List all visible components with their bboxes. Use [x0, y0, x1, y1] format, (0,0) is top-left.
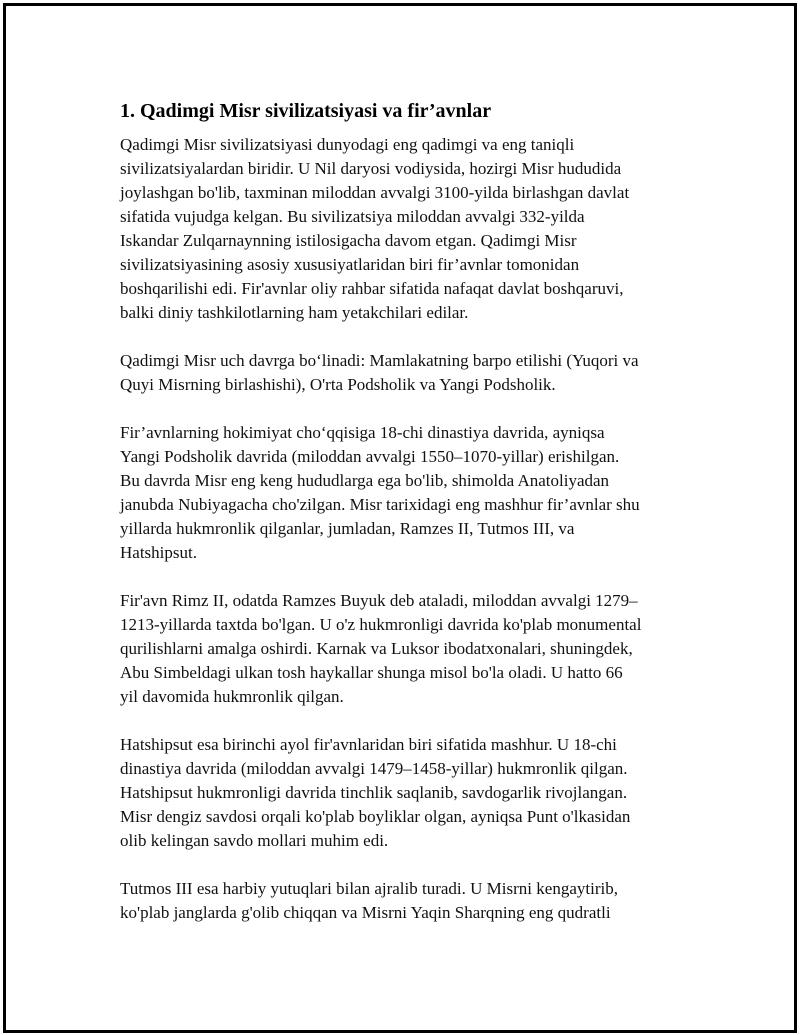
section-heading: 1. Qadimgi Misr sivilizatsiyasi va fir’avnlar [120, 100, 492, 122]
text-line: yil davomida hukmronlik qilgan. [120, 687, 344, 706]
text-line: joylashgan bo'lib, taxminan miloddan avvalgi 3100-yilda birlashgan davlat [120, 183, 630, 202]
text-line: Hatshipsut. [120, 543, 197, 562]
text-line: sivilizatsiyalardan biridir. U Nil daryosi vodiysida, hozirgi Misr hududida [120, 159, 622, 178]
paragraph-hatshepsut [120, 733, 700, 853]
paragraph-periods [120, 349, 700, 397]
text-line: sivilizatsiyasining asosiy xususiyatlaridan biri fir’avnlar tomonidan [120, 255, 580, 274]
page-border [3, 3, 797, 1033]
document-body [120, 98, 700, 949]
text-line: Hatshipsut esa birinchi ayol fir'avnlaridan biri sifatida mashhur. U 18-chi [120, 735, 617, 754]
text-line: Yangi Podsholik davrida (miloddan avvalgi 1550–1070-yillar) erishilgan. [120, 447, 620, 466]
text-line: Qadimgi Misr uch davrga bo‘linadi: Mamlakatning barpo etilishi (Yuqori va [120, 351, 639, 370]
text-line: yillarda hukmronlik qilganlar, jumladan, Ramzes II, Tutmos III, va [120, 519, 575, 538]
paragraph-thutmose [120, 877, 700, 925]
text-line: Tutmos III esa harbiy yutuqlari bilan ajralib turadi. U Misrni kengaytirib, [120, 879, 618, 898]
text-line: boshqarilishi edi. Fir'avnlar oliy rahbar sifatida nafaqat davlat boshqaruvi, [120, 279, 624, 298]
text-line: 1213-yillarda taxtda bo'lgan. U o'z hukmronligi davrida ko'plab monumental [120, 615, 642, 634]
paragraph-intro [120, 133, 700, 325]
text-line: qurilishlarni amalga oshirdi. Karnak va Luksor ibodatxonalari, shuningdek, [120, 639, 633, 658]
text-line: Iskandar Zulqarnaynning istilosigacha davom etgan. Qadimgi Misr [120, 231, 577, 250]
text-line: Quyi Misrning birlashishi), O'rta Podsholik va Yangi Podsholik. [120, 375, 556, 394]
text-line: Abu Simbeldagi ulkan tosh haykallar shunga misol bo'la oladi. U hatto 66 [120, 663, 623, 682]
text-line: Fir’avnlarning hokimiyat cho‘qqisiga 18-chi dinastiya davrida, ayniqsa [120, 423, 605, 442]
text-line: dinastiya davrida (miloddan avvalgi 1479–1458-yillar) hukmronlik qilgan. [120, 759, 628, 778]
text-line: sifatida vujudga kelgan. Bu sivilizatsiya miloddan avvalgi 332-yilda [120, 207, 585, 226]
text-line: olib kelingan savdo mollari muhim edi. [120, 831, 389, 850]
text-line: Qadimgi Misr sivilizatsiyasi dunyodagi eng qadimgi va eng taniqli [120, 135, 575, 154]
text-line: Misr dengiz savdosi orqali ko'plab boyliklar olgan, ayniqsa Punt o'lkasidan [120, 807, 631, 826]
paragraph-ramesses [120, 589, 700, 709]
paragraph-peak-power [120, 421, 700, 565]
text-line: janubda Nubiyagacha cho'zilgan. Misr tarixidagi eng mashhur fir’avnlar shu [120, 495, 640, 514]
text-line: Hatshipsut hukmronligi davrida tinchlik saqlanib, savdogarlik rivojlangan. [120, 783, 628, 802]
text-line: Bu davrda Misr eng keng hududlarga ega bo'lib, shimolda Anatoliyadan [120, 471, 610, 490]
text-line: Fir'avn Rimz II, odatda Ramzes Buyuk deb ataladi, miloddan avvalgi 1279– [120, 591, 638, 610]
text-line: ko'plab janglarda g'olib chiqqan va Misrni Yaqin Sharqning eng qudratli [120, 903, 611, 922]
text-line: balki diniy tashkilotlarning ham yetakchilari edilar. [120, 303, 469, 322]
